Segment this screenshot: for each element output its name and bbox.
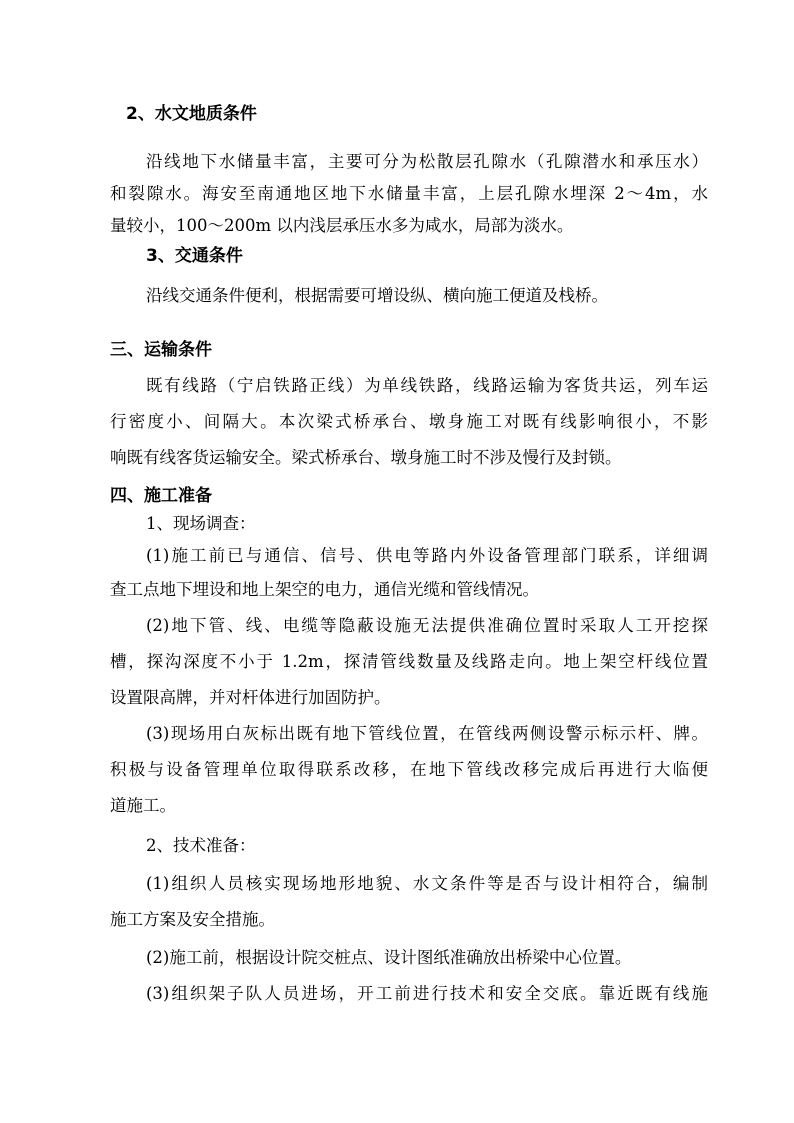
paragraph-line: (1)施工前已与通信、信号、供电等路内外设备管理部门联系，详细调: [146, 546, 708, 565]
section-heading-hydrogeology: 2、水文地质条件: [126, 104, 257, 124]
paragraph-line: (1)组织人员核实现场地形地貌、水文条件等是否与设计相符合，编制: [146, 874, 708, 893]
section-heading-preparation: 四、施工准备: [110, 486, 212, 506]
paragraph-line: (2)地下管、线、电缆等隐蔽设施无法提供准确位置时采取人工开挖探: [146, 616, 708, 635]
subheading-site-survey: 1、现场调查：: [146, 514, 256, 533]
paragraph-line: 响既有线客货运输安全。梁式桥承台、墩身施工时不涉及慢行及封锁。: [110, 448, 622, 467]
paragraph-line: 积极与设备管理单位取得联系改移，在地下管线改移完成后再进行大临便: [110, 760, 708, 779]
paragraph-line: 道施工。: [110, 796, 176, 815]
subheading-technical-preparation: 2、技术准备：: [146, 836, 256, 855]
paragraph-line: 量较小，100～200m 以内浅层承压水多为咸水，局部为淡水。: [110, 216, 574, 235]
paragraph-line: 行密度小、间隔大。本次梁式桥承台、墩身施工对既有线影响很小，不影: [110, 412, 708, 431]
paragraph-line: 设置限高牌，并对杆体进行加固防护。: [110, 688, 391, 707]
paragraph-line: 施工方案及安全措施。: [110, 910, 275, 929]
paragraph-line: 沿线地下水储量丰富，主要可分为松散层孔隙水（孔隙潜水和承压水）: [146, 152, 708, 171]
paragraph-line: (3)现场用白灰标出既有地下管线位置，在管线两侧设警示标示杆、牌。: [146, 724, 708, 743]
paragraph-line: 和裂隙水。海安至南通地区地下水储量丰富，上层孔隙水埋深 2～4m，水: [110, 184, 708, 203]
paragraph-line: 槽，探沟深度不小于 1.2m，探清管线数量及线路走向。地上架空杆线位置: [110, 652, 708, 671]
section-heading-traffic: 3、交通条件: [146, 246, 243, 266]
paragraph-line: 沿线交通条件便利，根据需要可增设纵、横向施工便道及栈桥。: [146, 286, 608, 305]
section-heading-transport: 三、运输条件: [110, 340, 212, 360]
paragraph-line: (2)施工前，根据设计院交桩点、设计图纸准确放出桥梁中心位置。: [146, 948, 632, 967]
paragraph-line: (3)组织架子队人员进场，开工前进行技术和安全交底。靠近既有线施: [146, 984, 708, 1003]
paragraph-line: 既有线路（宁启铁路正线）为单线铁路，线路运输为客货共运，列车运: [146, 376, 708, 395]
paragraph-line: 查工点地下埋设和地上架空的电力，通信光缆和管线情况。: [110, 580, 539, 599]
